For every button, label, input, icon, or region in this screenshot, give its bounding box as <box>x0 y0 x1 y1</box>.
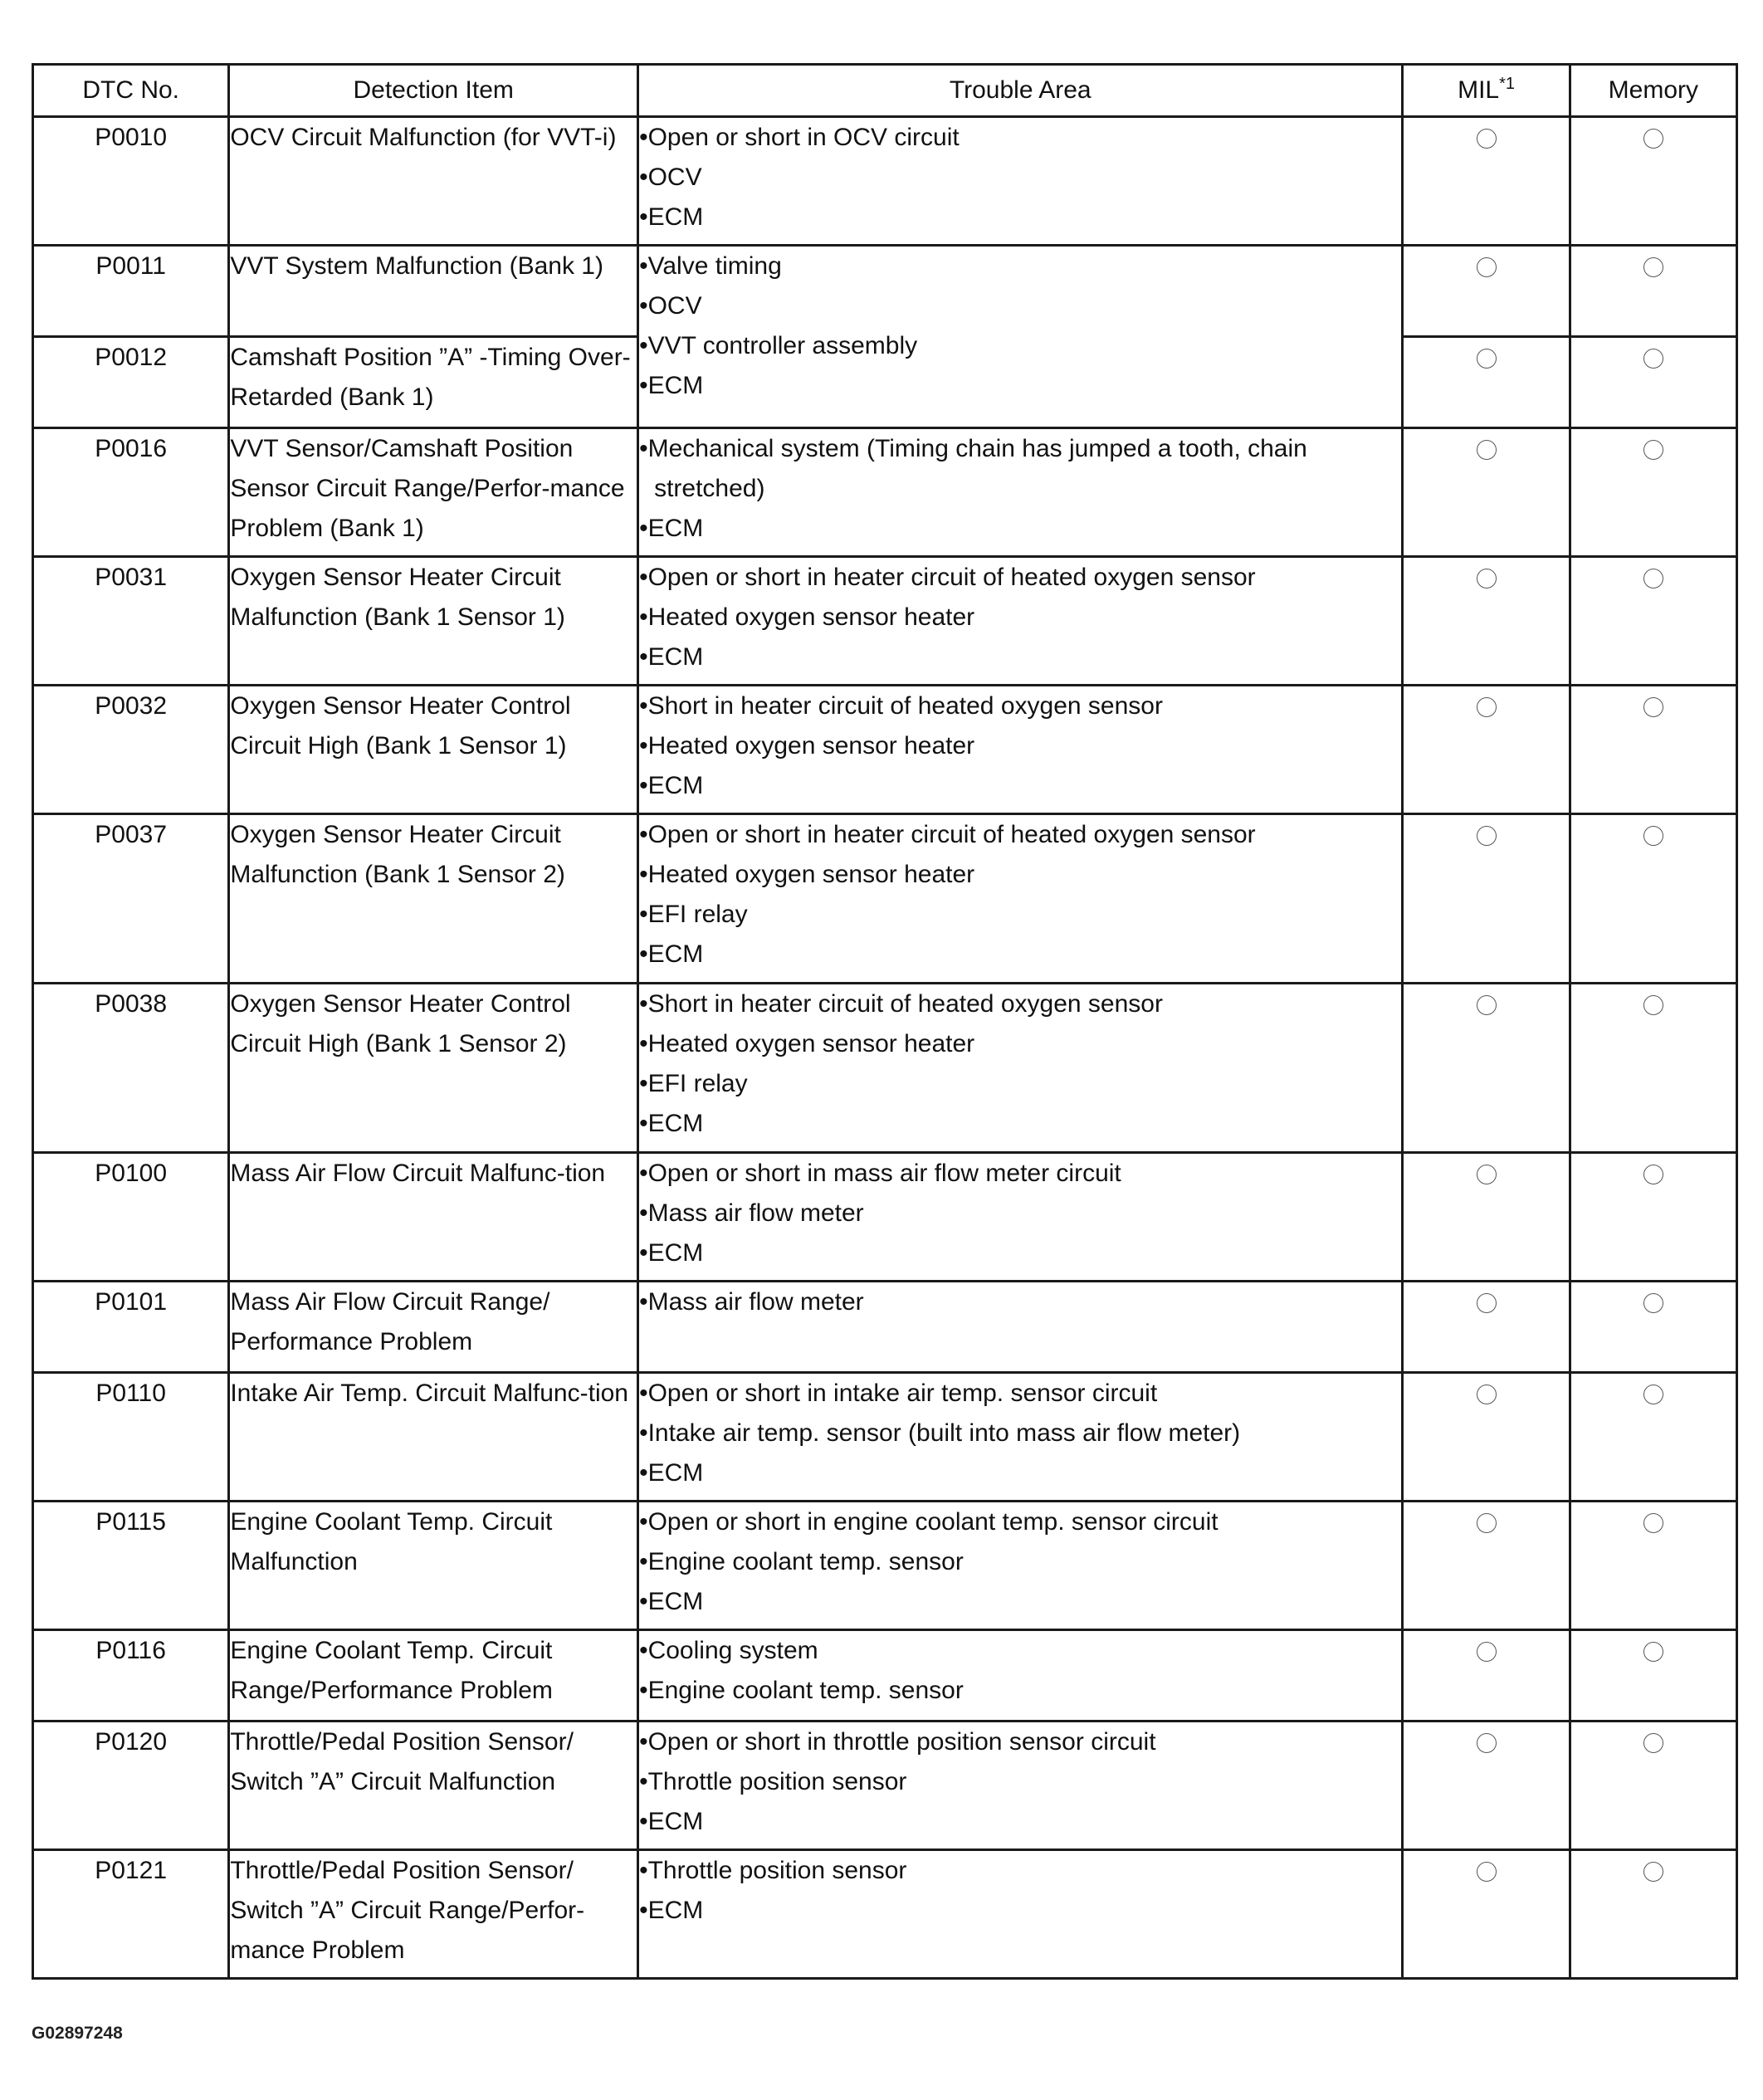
detection-item: Oxygen Sensor Heater Control Circuit High (Bank 1 Sensor 2) <box>229 984 638 1153</box>
trouble-area-text: OCV <box>647 164 702 191</box>
memory-cell <box>1570 428 1736 557</box>
mil-circle-icon <box>1477 1862 1497 1882</box>
dtc-table-body <box>33 117 1737 1979</box>
memory-cell <box>1570 1850 1736 1979</box>
trouble-area-item <box>639 637 1401 677</box>
dtc-code: P0121 <box>33 1850 229 1979</box>
trouble-area-text: ECM <box>647 772 704 799</box>
bullet-icon: • <box>639 1419 648 1447</box>
trouble-area-cell <box>638 984 1403 1153</box>
trouble-area-text: EFI relay <box>647 1070 748 1097</box>
table-row <box>33 1373 1737 1502</box>
trouble-area-text: Throttle position sensor <box>647 1857 907 1884</box>
memory-circle-icon <box>1643 1733 1663 1753</box>
trouble-area-text: Cooling system <box>647 1637 818 1664</box>
memory-circle-icon <box>1643 1293 1663 1313</box>
mil-cell <box>1403 1630 1570 1722</box>
memory-cell <box>1570 1373 1736 1502</box>
memory-circle-icon <box>1643 129 1663 149</box>
trouble-area-item <box>639 326 1401 366</box>
bullet-icon: • <box>639 515 648 542</box>
header-trouble-area: Trouble Area <box>638 65 1403 117</box>
detection-item: Throttle/Pedal Position Sensor/ Switch ”A” Circuit Malfunction <box>229 1722 638 1850</box>
mil-cell <box>1403 1502 1570 1630</box>
dtc-table <box>32 63 1738 1980</box>
mil-cell <box>1403 117 1570 246</box>
dtc-code: P0100 <box>33 1153 229 1282</box>
trouble-area-item <box>639 766 1401 806</box>
mil-cell <box>1403 1153 1570 1282</box>
bullet-icon: • <box>639 435 648 462</box>
trouble-area-text: ECM <box>647 1897 704 1924</box>
dtc-code: P0110 <box>33 1373 229 1502</box>
table-row <box>33 1630 1737 1722</box>
trouble-area-item <box>639 1104 1401 1144</box>
trouble-area-text: Engine coolant temp. sensor <box>647 1548 964 1575</box>
trouble-area-item <box>639 1502 1401 1542</box>
trouble-area-item <box>639 1891 1401 1931</box>
bullet-icon: • <box>639 564 648 591</box>
mil-circle-icon <box>1477 826 1497 846</box>
trouble-area-text: Engine coolant temp. sensor <box>647 1677 964 1704</box>
bullet-icon: • <box>639 372 648 399</box>
bullet-icon: • <box>639 1637 648 1664</box>
detection-item: OCV Circuit Malfunction (for VVT-i) <box>229 117 638 246</box>
mil-circle-icon <box>1477 1385 1497 1404</box>
bullet-icon: • <box>639 252 648 280</box>
trouble-area-cell <box>638 1502 1403 1630</box>
mil-circle-icon <box>1477 1642 1497 1662</box>
trouble-area-text: Mechanical system (Timing chain has jumped a tooth, chain stretched) <box>647 435 1307 502</box>
trouble-area-item <box>639 1722 1401 1762</box>
dtc-code: P0037 <box>33 814 229 984</box>
trouble-area-text: ECM <box>647 515 704 542</box>
trouble-area-text: ECM <box>647 940 704 968</box>
memory-cell <box>1570 814 1736 984</box>
bullet-icon: • <box>639 164 648 191</box>
bullet-icon: • <box>639 1808 648 1835</box>
trouble-area-text: Throttle position sensor <box>647 1768 907 1795</box>
trouble-area-item <box>639 815 1401 855</box>
mil-cell <box>1403 1722 1570 1850</box>
bullet-icon: • <box>639 1677 648 1704</box>
header-row <box>33 65 1737 117</box>
mil-circle-icon <box>1477 697 1497 717</box>
dtc-code: P0031 <box>33 557 229 686</box>
bullet-icon: • <box>639 603 648 631</box>
table-row <box>33 686 1737 814</box>
trouble-area-item <box>639 1064 1401 1104</box>
table-row <box>33 246 1737 337</box>
trouble-area-item <box>639 286 1401 326</box>
trouble-area-text: ECM <box>647 1588 704 1615</box>
mil-circle-icon <box>1477 1513 1497 1533</box>
dtc-code: P0120 <box>33 1722 229 1850</box>
trouble-area-text: Open or short in heater circuit of heated oxygen sensor <box>647 821 1256 848</box>
detection-item: Throttle/Pedal Position Sensor/ Switch ”A” Circuit Range/Perfor-mance Problem <box>229 1850 638 1979</box>
detection-item: VVT Sensor/Camshaft Position Sensor Circuit Range/Perfor-mance Problem (Bank 1) <box>229 428 638 557</box>
trouble-area-text: Open or short in intake air temp. sensor circuit <box>647 1380 1158 1407</box>
trouble-area-text: Mass air flow meter <box>647 1288 864 1316</box>
mil-circle-icon <box>1477 1165 1497 1184</box>
trouble-area-text: Heated oxygen sensor heater <box>647 603 975 631</box>
bullet-icon: • <box>639 1110 648 1137</box>
trouble-area-text: Open or short in OCV circuit <box>647 124 960 151</box>
trouble-area-item <box>639 935 1401 974</box>
bullet-icon: • <box>639 124 648 151</box>
trouble-area-item <box>639 158 1401 198</box>
bullet-icon: • <box>639 1030 648 1057</box>
bullet-icon: • <box>639 732 648 759</box>
trouble-area-item <box>639 247 1401 286</box>
mil-cell <box>1403 557 1570 686</box>
bullet-icon: • <box>639 1508 648 1536</box>
bullet-icon: • <box>639 1768 648 1795</box>
header-dtc-no: DTC No. <box>33 65 229 117</box>
memory-cell <box>1570 246 1736 337</box>
header-detection-item: Detection Item <box>229 65 638 117</box>
trouble-area-cell <box>638 117 1403 246</box>
memory-cell <box>1570 337 1736 428</box>
trouble-area-item <box>639 1453 1401 1493</box>
trouble-area-item <box>639 1582 1401 1622</box>
trouble-area-text: Open or short in throttle position sensor circuit <box>647 1728 1156 1756</box>
trouble-area-item <box>639 1414 1401 1453</box>
bullet-icon: • <box>639 1728 648 1756</box>
mil-cell <box>1403 428 1570 557</box>
memory-circle-icon <box>1643 1385 1663 1404</box>
bullet-icon: • <box>639 1070 648 1097</box>
memory-cell <box>1570 557 1736 686</box>
trouble-area-cell <box>638 1153 1403 1282</box>
mil-cell <box>1403 984 1570 1153</box>
trouble-area-text: Mass air flow meter <box>647 1199 864 1227</box>
trouble-area-cell <box>638 246 1403 428</box>
mil-cell <box>1403 246 1570 337</box>
table-row <box>33 1153 1737 1282</box>
memory-circle-icon <box>1643 349 1663 369</box>
mil-cell <box>1403 1850 1570 1979</box>
detection-item: Intake Air Temp. Circuit Malfunc-tion <box>229 1373 638 1502</box>
memory-cell <box>1570 1282 1736 1373</box>
table-row <box>33 117 1737 246</box>
dtc-code: P0010 <box>33 117 229 246</box>
bullet-icon: • <box>639 643 648 671</box>
mil-circle-icon <box>1477 1293 1497 1313</box>
header-mil <box>1403 65 1570 117</box>
memory-circle-icon <box>1643 697 1663 717</box>
trouble-area-cell <box>638 557 1403 686</box>
trouble-area-item <box>639 895 1401 935</box>
bullet-icon: • <box>639 901 648 928</box>
trouble-area-item <box>639 1233 1401 1273</box>
trouble-area-item <box>639 118 1401 158</box>
memory-cell <box>1570 117 1736 246</box>
memory-circle-icon <box>1643 1513 1663 1533</box>
trouble-area-item <box>639 1542 1401 1582</box>
trouble-area-item <box>639 1374 1401 1414</box>
dtc-code: P0011 <box>33 246 229 337</box>
detection-item: Camshaft Position ”A” -Timing Over- Retarded (Bank 1) <box>229 337 638 428</box>
trouble-area-item <box>639 509 1401 549</box>
dtc-code: P0012 <box>33 337 229 428</box>
detection-item: Engine Coolant Temp. Circuit Malfunction <box>229 1502 638 1630</box>
mil-circle-icon <box>1477 129 1497 149</box>
detection-item: VVT System Malfunction (Bank 1) <box>229 246 638 337</box>
bullet-icon: • <box>639 1897 648 1924</box>
bullet-icon: • <box>639 1160 648 1187</box>
dtc-code: P0115 <box>33 1502 229 1630</box>
table-row <box>33 1282 1737 1373</box>
detection-item: Oxygen Sensor Heater Control Circuit High (Bank 1 Sensor 1) <box>229 686 638 814</box>
detection-item: Mass Air Flow Circuit Malfunc-tion <box>229 1153 638 1282</box>
bullet-icon: • <box>639 821 648 848</box>
header-memory: Memory <box>1570 65 1736 117</box>
mil-cell <box>1403 686 1570 814</box>
mil-circle-icon <box>1477 349 1497 369</box>
trouble-area-item <box>639 558 1401 598</box>
trouble-area-cell <box>638 814 1403 984</box>
memory-circle-icon <box>1643 257 1663 277</box>
trouble-area-text: Valve timing <box>647 252 782 280</box>
memory-circle-icon <box>1643 1862 1663 1882</box>
bullet-icon: • <box>639 1857 648 1884</box>
mil-circle-icon <box>1477 1733 1497 1753</box>
trouble-area-item <box>639 1802 1401 1842</box>
memory-cell <box>1570 1722 1736 1850</box>
memory-cell <box>1570 686 1736 814</box>
mil-circle-icon <box>1477 440 1497 460</box>
bullet-icon: • <box>639 332 648 359</box>
table-row <box>33 1722 1737 1850</box>
trouble-area-item <box>639 198 1401 237</box>
bullet-icon: • <box>639 940 648 968</box>
bullet-icon: • <box>639 1548 648 1575</box>
bullet-icon: • <box>639 203 648 231</box>
trouble-area-cell <box>638 686 1403 814</box>
table-row <box>33 557 1737 686</box>
mil-cell <box>1403 814 1570 984</box>
trouble-area-text: Heated oxygen sensor heater <box>647 861 975 888</box>
mil-footnote-marker: *1 <box>1499 75 1515 93</box>
memory-circle-icon <box>1643 440 1663 460</box>
trouble-area-item <box>639 366 1401 406</box>
trouble-area-cell <box>638 1282 1403 1373</box>
trouble-area-text: ECM <box>647 643 704 671</box>
trouble-area-item <box>639 1282 1401 1322</box>
trouble-area-text: Open or short in mass air flow meter circuit <box>647 1160 1121 1187</box>
trouble-area-text: Open or short in heater circuit of heated oxygen sensor <box>647 564 1256 591</box>
mil-circle-icon <box>1477 995 1497 1015</box>
trouble-area-cell <box>638 1630 1403 1722</box>
memory-cell <box>1570 1502 1736 1630</box>
bullet-icon: • <box>639 292 648 320</box>
dtc-code: P0032 <box>33 686 229 814</box>
trouble-area-cell <box>638 428 1403 557</box>
memory-circle-icon <box>1643 995 1663 1015</box>
dtc-code: P0016 <box>33 428 229 557</box>
detection-item: Engine Coolant Temp. Circuit Range/Performance Problem <box>229 1630 638 1722</box>
figure-id: G02897248 <box>32 2024 123 2043</box>
trouble-area-item <box>639 686 1401 726</box>
trouble-area-text: Heated oxygen sensor heater <box>647 1030 975 1057</box>
table-row <box>33 984 1737 1153</box>
trouble-area-item <box>639 726 1401 766</box>
detection-item: Oxygen Sensor Heater Circuit Malfunction (Bank 1 Sensor 1) <box>229 557 638 686</box>
mil-circle-icon <box>1477 569 1497 588</box>
trouble-area-text: ECM <box>647 1459 704 1487</box>
table-row <box>33 814 1737 984</box>
bullet-icon: • <box>639 861 648 888</box>
memory-cell <box>1570 984 1736 1153</box>
detection-item: Mass Air Flow Circuit Range/ Performance Problem <box>229 1282 638 1373</box>
memory-circle-icon <box>1643 1642 1663 1662</box>
trouble-area-text: Intake air temp. sensor (built into mass air flow meter) <box>647 1419 1241 1447</box>
trouble-area-text: ECM <box>647 372 704 399</box>
trouble-area-text: Open or short in engine coolant temp. sensor circuit <box>647 1508 1218 1536</box>
bullet-icon: • <box>639 772 648 799</box>
trouble-area-item <box>639 1851 1401 1891</box>
trouble-area-text: Short in heater circuit of heated oxygen sensor <box>647 990 1163 1018</box>
trouble-area-item <box>639 984 1401 1024</box>
mil-cell <box>1403 1373 1570 1502</box>
bullet-icon: • <box>639 990 648 1018</box>
trouble-area-item <box>639 1024 1401 1064</box>
bullet-icon: • <box>639 1380 648 1407</box>
trouble-area-item <box>639 1631 1401 1671</box>
trouble-area-text: ECM <box>647 203 704 231</box>
bullet-icon: • <box>639 1199 648 1227</box>
header-mil-label: MIL <box>1458 76 1500 104</box>
trouble-area-item <box>639 1762 1401 1802</box>
memory-circle-icon <box>1643 826 1663 846</box>
trouble-area-item <box>639 1154 1401 1194</box>
trouble-area-cell <box>638 1722 1403 1850</box>
mil-cell <box>1403 1282 1570 1373</box>
trouble-area-cell <box>638 1373 1403 1502</box>
memory-circle-icon <box>1643 1165 1663 1184</box>
table-row <box>33 1502 1737 1630</box>
mil-cell <box>1403 337 1570 428</box>
trouble-area-text: ECM <box>647 1808 704 1835</box>
trouble-area-text: ECM <box>647 1110 704 1137</box>
bullet-icon: • <box>639 692 648 720</box>
memory-circle-icon <box>1643 569 1663 588</box>
trouble-area-item <box>639 598 1401 637</box>
memory-cell <box>1570 1153 1736 1282</box>
table-row <box>33 1850 1737 1979</box>
trouble-area-text: OCV <box>647 292 702 320</box>
mil-circle-icon <box>1477 257 1497 277</box>
memory-cell <box>1570 1630 1736 1722</box>
trouble-area-text: ECM <box>647 1239 704 1267</box>
trouble-area-text: EFI relay <box>647 901 748 928</box>
trouble-area-item <box>639 1671 1401 1711</box>
trouble-area-item <box>639 1194 1401 1233</box>
trouble-area-text: Short in heater circuit of heated oxygen sensor <box>647 692 1163 720</box>
detection-item: Oxygen Sensor Heater Circuit Malfunction (Bank 1 Sensor 2) <box>229 814 638 984</box>
bullet-icon: • <box>639 1288 648 1316</box>
trouble-area-item <box>639 855 1401 895</box>
dtc-code: P0116 <box>33 1630 229 1722</box>
table-row <box>33 428 1737 557</box>
trouble-area-text: VVT controller assembly <box>647 332 918 359</box>
bullet-icon: • <box>639 1588 648 1615</box>
bullet-icon: • <box>639 1459 648 1487</box>
trouble-area-text: Heated oxygen sensor heater <box>647 732 975 759</box>
trouble-area-cell <box>638 1850 1403 1979</box>
trouble-area-item <box>639 429 1401 509</box>
dtc-code: P0101 <box>33 1282 229 1373</box>
bullet-icon: • <box>639 1239 648 1267</box>
dtc-code: P0038 <box>33 984 229 1153</box>
